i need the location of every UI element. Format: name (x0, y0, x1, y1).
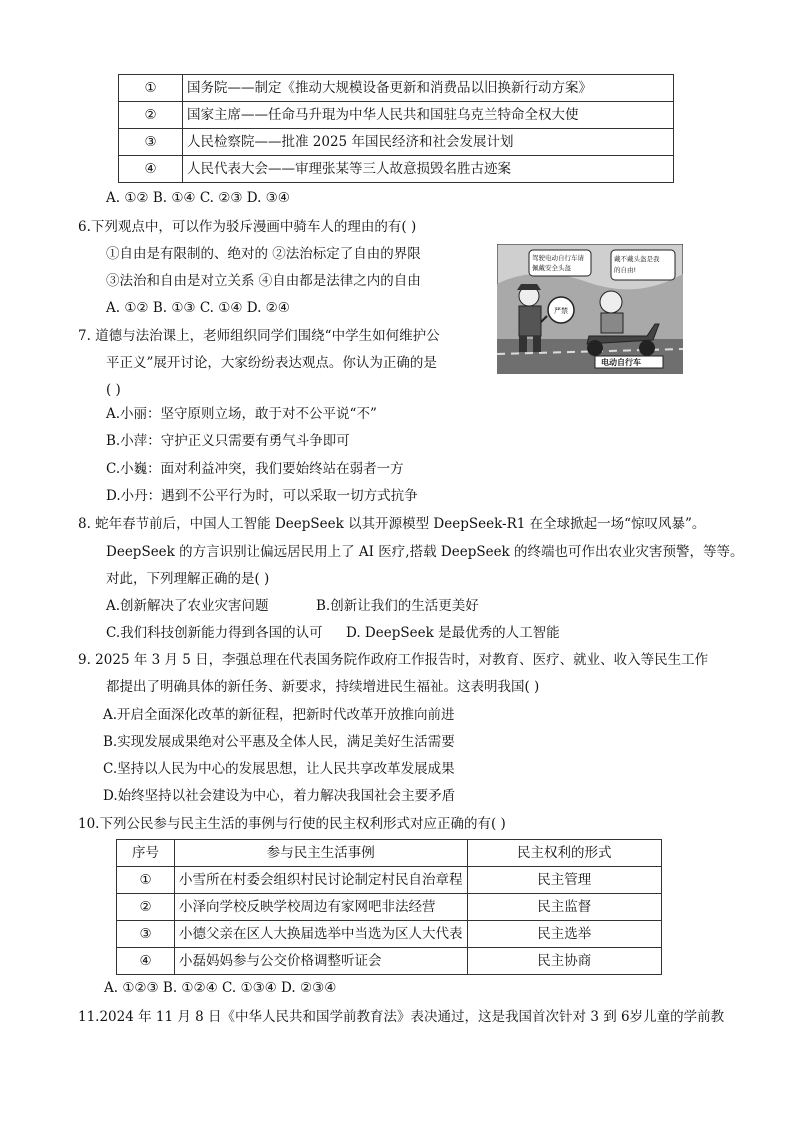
q8-option-c: C.我们科技创新能力得到各国的认可 (106, 625, 323, 641)
row-number: ④ (117, 948, 175, 975)
speech-right-line2: 的自由! (614, 266, 637, 274)
row-event: 小德父亲在区人大换届选举中当选为区人大代表 (175, 921, 468, 948)
row-number: ① (119, 75, 183, 102)
header-event: 参与民主生活事例 (175, 840, 468, 867)
header-form: 民主权利的形式 (467, 840, 662, 867)
row-form: 民主监督 (467, 894, 662, 921)
q10-stem: 10.下列公民参与民主生活的事例与行使的民主权利形式对应正确的有( ) (78, 816, 506, 832)
row-event: 小泽向学校反映学校周边有家网吧非法经营 (175, 894, 468, 921)
q8-stem-2: DeepSeek 的方言识别让偏远居民用上了 AI 医疗,搭载 DeepSeek 的终端也可作出农业灾害预警，等等。 (106, 544, 744, 560)
q8-stem-3: 对此，下列理解正确的是( ) (106, 571, 270, 587)
row-event: 小磊妈妈参与公交价格调整听证会 (175, 948, 468, 975)
q7-option-a: A.小丽：坚守原则立场，敢于对不公平说“不” (106, 406, 377, 422)
q9-stem-1: 9. 2025 年 3 月 5 日，李强总理在代表国务院作政府工作报告时，对教育、医疗、就业、收入等民生工作 (78, 652, 709, 668)
row-form: 民主协商 (467, 948, 662, 975)
q9-option-a: A.开启全面深化改革的新征程，把新时代改革开放推向前进 (103, 707, 455, 723)
speech-left-line2: 佩戴安全头盔 (532, 264, 571, 272)
cartoon-caption: 电动自行车 (601, 358, 641, 367)
table-row (119, 75, 674, 102)
q7-stem-2: 平正义”展开讨论，大家纷纷表达观点。你认为正确的是 (106, 355, 437, 371)
row-number: ③ (119, 129, 183, 156)
cartoon-sign-text: 严禁 (554, 307, 568, 315)
speech-left-line1: 驾驶电动自行车请 (532, 254, 584, 262)
row-form: 民主选举 (467, 921, 662, 948)
table-row (117, 921, 662, 948)
q8-option-a: A.创新解决了农业灾害问题 (106, 598, 269, 614)
q10-options: A. ①②③ B. ①②④ C. ①③④ D. ②③④ (104, 980, 337, 996)
q7-stem-1: 7. 道德与法治课上，老师组织同学们围绕“中学生如何维护公 (78, 328, 440, 344)
row-text: 国务院——制定《推动大规模设备更新和消费品以旧换新行动方案》 (183, 75, 674, 102)
q6-stem: 6.下列观点中，可以作为驳斥漫画中骑车人的理由的有( ) (78, 219, 417, 235)
header-number: 序号 (117, 840, 175, 867)
q11-stem-1: 11.2024 年 11 月 8 日《中华人民共和国学前教育法》表决通过，这是我国首次针对 3 到 6岁儿童的学前教 (78, 1009, 725, 1025)
row-number: ② (119, 102, 183, 129)
q7-stem-3: ( ) (106, 382, 121, 398)
table-row (119, 129, 674, 156)
table-row (119, 102, 674, 129)
q5-table (118, 74, 674, 183)
q6-options: A. ①② B. ①③ C. ①④ D. ②④ (106, 300, 290, 316)
q5-options: A. ①② B. ①④ C. ②③ D. ③④ (106, 190, 290, 206)
cartoon-illustration (497, 244, 683, 374)
q7-option-c: C.小巍：面对利益冲突，我们要始终站在弱者一方 (106, 461, 404, 477)
q9-option-d: D.始终坚持以社会建设为中心，着力解决我国社会主要矛盾 (103, 788, 456, 804)
row-event: 小雪所在村委会组织村民讨论制定村民自治章程 (175, 867, 468, 894)
speech-right-line1: 戴不戴头盔是我 (614, 255, 660, 263)
q10-table (116, 839, 662, 975)
table-row (117, 948, 662, 975)
q8-option-d: D. DeepSeek 是最优秀的人工智能 (346, 625, 560, 641)
table-row (119, 156, 674, 183)
q8-option-b: B.创新让我们的生活更美好 (316, 598, 479, 614)
q8-stem-1: 8. 蛇年春节前后，中国人工智能 DeepSeek 以其开源模型 DeepSeek-R1 在全球掀起一场“惊叹风暴”。 (78, 516, 706, 532)
row-number: ④ (119, 156, 183, 183)
q7-option-d: D.小丹：遇到不公平行为时，可以采取一切方式抗争 (106, 488, 418, 504)
q9-option-c: C.坚持以人民为中心的发展思想，让人民共享改革发展成果 (103, 761, 455, 777)
row-number: ① (117, 867, 175, 894)
row-text: 人民代表大会——审理张某等三人故意损毁名胜古迹案 (183, 156, 674, 183)
row-text: 国家主席——任命马升琨为中华人民共和国驻乌克兰特命全权大使 (183, 102, 674, 129)
q6-statement-2: ③法治和自由是对立关系 ④自由都是法律之内的自由 (106, 273, 421, 289)
row-text: 人民检察院——批准 2025 年国民经济和社会发展计划 (183, 129, 674, 156)
row-number: ③ (117, 921, 175, 948)
row-form: 民主管理 (467, 867, 662, 894)
q9-option-b: B.实现发展成果绝对公平惠及全体人民，满足美好生活需要 (103, 734, 455, 750)
table-row (117, 867, 662, 894)
q7-option-b: B.小萍：守护正义只需要有勇气斗争即可 (106, 433, 350, 449)
table-header-row (117, 840, 662, 867)
q9-stem-2: 都提出了明确具体的新任务、新要求，持续增进民生福祉。这表明我国( ) (106, 679, 540, 695)
table-row (117, 894, 662, 921)
q6-statement-1: ①自由是有限制的、绝对的 ②法治标定了自由的界限 (106, 246, 421, 262)
row-number: ② (117, 894, 175, 921)
